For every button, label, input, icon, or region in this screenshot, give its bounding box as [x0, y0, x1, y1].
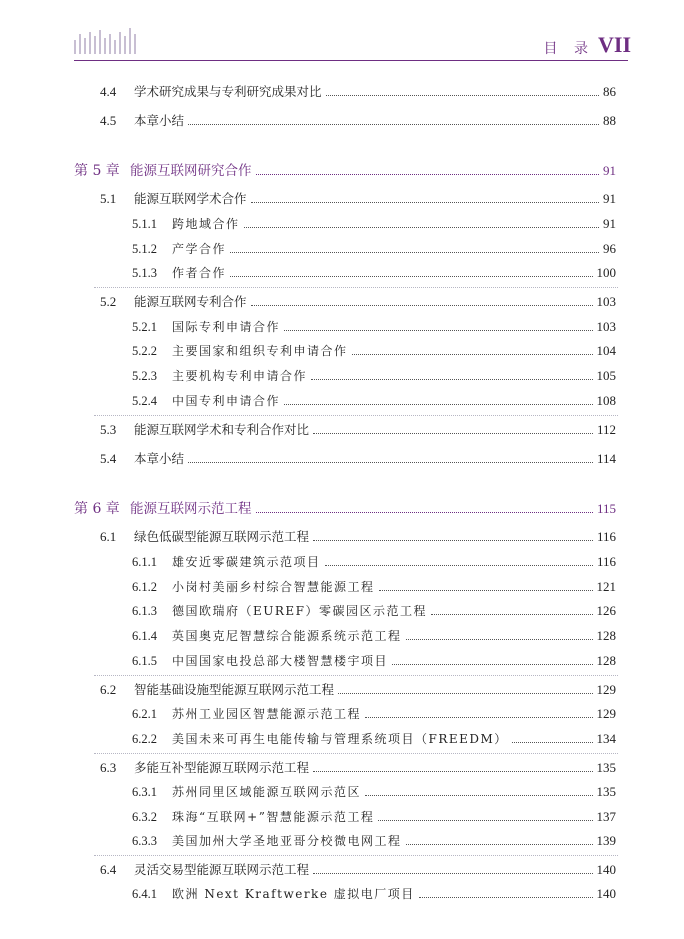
entry-page: 91: [603, 191, 616, 206]
entry-number: 6.2.2: [132, 732, 157, 746]
entry-title: 主要机构专利申请合作: [172, 369, 308, 383]
entry-page: 129: [596, 706, 616, 721]
entry-number: 5.1: [100, 191, 117, 206]
entry-number: 5.2.4: [132, 394, 157, 408]
entry-title: 灵活交易型能源互联网示范工程: [134, 862, 310, 877]
entry-number: 5.1.2: [132, 242, 157, 256]
entry-page: 128: [596, 653, 616, 668]
entry-title: 苏州同里区域能源互联网示范区: [172, 785, 362, 799]
entry-page: 128: [596, 628, 616, 643]
leader-dots: [512, 741, 593, 743]
leader-dots: [313, 872, 592, 874]
entry-page: 140: [596, 886, 616, 901]
entry-title: 跨地域合作: [172, 217, 240, 231]
leader-dots: [230, 251, 599, 253]
separator: [94, 675, 618, 676]
toc-entry-subsection[interactable]: [132, 214, 616, 234]
toc-entry-subsection[interactable]: [132, 884, 616, 904]
entry-title: 能源互联网专利合作: [134, 294, 247, 309]
entry-page: 137: [596, 809, 616, 824]
leader-dots: [256, 173, 600, 175]
entry-title: 绿色低碳型能源互联网示范工程: [134, 529, 310, 544]
chapter-title: 能源互联网研究合作: [130, 163, 252, 179]
entry-title: 主要国家和组织专利申请合作: [172, 344, 348, 358]
entry-page: 96: [603, 241, 616, 256]
toc-entry-subsection[interactable]: [132, 263, 616, 283]
entry-number: 4.4: [100, 84, 117, 99]
entry-page: 103: [596, 319, 616, 334]
toc-entry-subsection[interactable]: [132, 651, 616, 671]
leader-dots: [365, 794, 592, 796]
entry-page: 129: [596, 682, 616, 697]
entry-title: 能源互联网学术合作: [134, 191, 247, 206]
toc-entry-subsection[interactable]: [132, 807, 616, 827]
toc-entry-section[interactable]: [100, 449, 616, 469]
entry-number: 6.3.2: [132, 810, 157, 824]
entry-page: 105: [596, 368, 616, 383]
leader-dots: [230, 275, 592, 277]
entry-title: 苏州工业园区智慧能源示范工程: [172, 707, 362, 721]
entry-page: 91: [603, 216, 616, 231]
toc-entry-section[interactable]: [100, 680, 616, 700]
entry-title: 产学合作: [172, 242, 227, 256]
entry-title: 中国国家电投总部大楼智慧楼宇项目: [172, 654, 389, 668]
entry-number: 5.1.3: [132, 266, 157, 280]
entry-page: 108: [596, 393, 616, 408]
toc-entry-subsection[interactable]: [132, 831, 616, 851]
separator: [94, 287, 618, 288]
header-bars-decoration: [74, 28, 138, 54]
toc-entry-section[interactable]: [100, 527, 616, 547]
leader-dots: [325, 564, 593, 566]
toc-entry-subsection[interactable]: [132, 601, 616, 621]
entry-title: 智能基础设施型能源互联网示范工程: [134, 682, 335, 697]
toc-entry-subsection[interactable]: [132, 782, 616, 802]
toc-entry-section[interactable]: [100, 189, 616, 209]
entry-number: 4.5: [100, 113, 117, 128]
leader-dots: [256, 511, 593, 513]
entry-page: 114: [596, 451, 616, 466]
entry-number: 5.2.2: [132, 344, 157, 358]
chapter-number: 第 5 章: [74, 163, 120, 179]
entry-title: 美国未来可再生电能传输与管理系统项目（FREEDM）: [172, 732, 508, 746]
toc-entry-subsection[interactable]: [132, 626, 616, 646]
leader-dots: [406, 638, 593, 640]
entry-title: 本章小结: [134, 451, 185, 466]
entry-title: 中国专利申请合作: [172, 394, 281, 408]
entry-title: 雄安近零碳建筑示范项目: [172, 555, 321, 569]
entry-number: 5.4: [100, 451, 117, 466]
entry-number: 6.4: [100, 862, 117, 877]
leader-dots: [326, 94, 599, 96]
entry-number: 6.1.4: [132, 629, 157, 643]
toc-entry-section[interactable]: [100, 82, 616, 102]
entry-page: 112: [596, 422, 616, 437]
separator: [94, 415, 618, 416]
leader-dots: [313, 432, 593, 434]
entry-page: 135: [596, 760, 616, 775]
entry-page: 116: [596, 554, 616, 569]
entry-page: 100: [596, 265, 616, 280]
entry-page: 115: [596, 501, 616, 516]
entry-number: 6.1.5: [132, 654, 157, 668]
entry-page: 139: [596, 833, 616, 848]
leader-dots: [251, 304, 593, 306]
leader-dots: [313, 539, 593, 541]
entry-number: 5.3: [100, 422, 117, 437]
leader-dots: [284, 403, 592, 405]
entry-title: 欧洲 Next Kraftwerke 虚拟电厂项目: [172, 887, 415, 901]
toc-entry-subsection[interactable]: [132, 577, 616, 597]
entry-title: 作者合作: [172, 266, 227, 280]
toc-entry-chapter[interactable]: [74, 161, 616, 181]
entry-title: 美国加州大学圣地亚哥分校微电网工程: [172, 834, 402, 848]
entry-page: 134: [596, 731, 616, 746]
toc-entry-section[interactable]: [100, 420, 616, 440]
entry-page: 104: [596, 343, 616, 358]
toc-entry-subsection[interactable]: [132, 366, 616, 386]
toc-entry-subsection[interactable]: [132, 341, 616, 361]
entry-title: 珠海“互联网+”智慧能源示范工程: [172, 810, 375, 824]
entry-title: 小岗村美丽乡村综合智慧能源工程: [172, 580, 375, 594]
header-title: 目 录: [543, 41, 594, 57]
leader-dots: [352, 353, 593, 355]
entry-page: 91: [603, 163, 616, 178]
toc-entry-subsection[interactable]: [132, 552, 616, 572]
entry-number: 6.1.1: [132, 555, 157, 569]
leader-dots: [338, 692, 592, 694]
toc-entry-subsection[interactable]: [132, 704, 616, 724]
chapter-title: 能源互联网示范工程: [130, 501, 252, 517]
entry-number: 5.2.1: [132, 320, 157, 334]
entry-page: 126: [596, 603, 616, 618]
separator: [94, 753, 618, 754]
entry-number: 5.2: [100, 294, 117, 309]
toc-entry-chapter[interactable]: [74, 499, 616, 519]
entry-title: 国际专利申请合作: [172, 320, 281, 334]
entry-number: 6.1: [100, 529, 117, 544]
leader-dots: [431, 613, 593, 615]
toc-entry-section[interactable]: [100, 860, 616, 880]
leader-dots: [379, 589, 593, 591]
entry-number: 6.1.3: [132, 604, 157, 618]
entry-title: 本章小结: [134, 113, 185, 128]
chapter-number: 第 6 章: [74, 501, 120, 517]
leader-dots: [284, 329, 592, 331]
entry-number: 6.1.2: [132, 580, 157, 594]
leader-dots: [311, 378, 592, 380]
entry-page: 121: [596, 579, 616, 594]
separator: [94, 855, 618, 856]
header-page-number: VII: [598, 32, 632, 57]
leader-dots: [251, 201, 599, 203]
toc-entry-section[interactable]: [100, 758, 616, 778]
toc-entry-section[interactable]: [100, 292, 616, 312]
toc-entry-section[interactable]: [100, 111, 616, 131]
leader-dots: [419, 896, 593, 898]
entry-number: 6.3.1: [132, 785, 157, 799]
toc-entry-subsection[interactable]: [132, 239, 616, 259]
entry-number: 6.3.3: [132, 834, 157, 848]
entry-page: 116: [596, 529, 616, 544]
leader-dots: [188, 123, 599, 125]
entry-page: 88: [603, 113, 616, 128]
leader-dots: [188, 461, 593, 463]
entry-page: 140: [596, 862, 616, 877]
entry-number: 5.1.1: [132, 217, 157, 231]
entry-number: 5.2.3: [132, 369, 157, 383]
toc-entry-subsection[interactable]: [132, 317, 616, 337]
entry-page: 86: [603, 84, 616, 99]
entry-number: 6.4.1: [132, 887, 157, 901]
entry-title: 学术研究成果与专利研究成果对比: [134, 84, 322, 99]
leader-dots: [313, 770, 592, 772]
toc-entry-subsection[interactable]: [132, 729, 616, 749]
toc-entry-subsection[interactable]: [132, 391, 616, 411]
leader-dots: [406, 843, 593, 845]
entry-page: 135: [596, 784, 616, 799]
entry-page: 103: [596, 294, 616, 309]
entry-title: 多能互补型能源互联网示范工程: [134, 760, 310, 775]
entry-number: 6.3: [100, 760, 117, 775]
leader-dots: [365, 716, 592, 718]
entry-number: 6.2.1: [132, 707, 157, 721]
entry-number: 6.2: [100, 682, 117, 697]
entry-title: 英国奥克尼智慧综合能源系统示范工程: [172, 629, 402, 643]
entry-title: 能源互联网学术和专利合作对比: [134, 422, 310, 437]
header-rule: [74, 60, 628, 61]
leader-dots: [392, 663, 592, 665]
leader-dots: [378, 819, 592, 821]
entry-title: 德国欧瑞府（EUREF）零碳园区示范工程: [172, 604, 427, 618]
leader-dots: [244, 226, 599, 228]
page-header: [0, 0, 684, 70]
